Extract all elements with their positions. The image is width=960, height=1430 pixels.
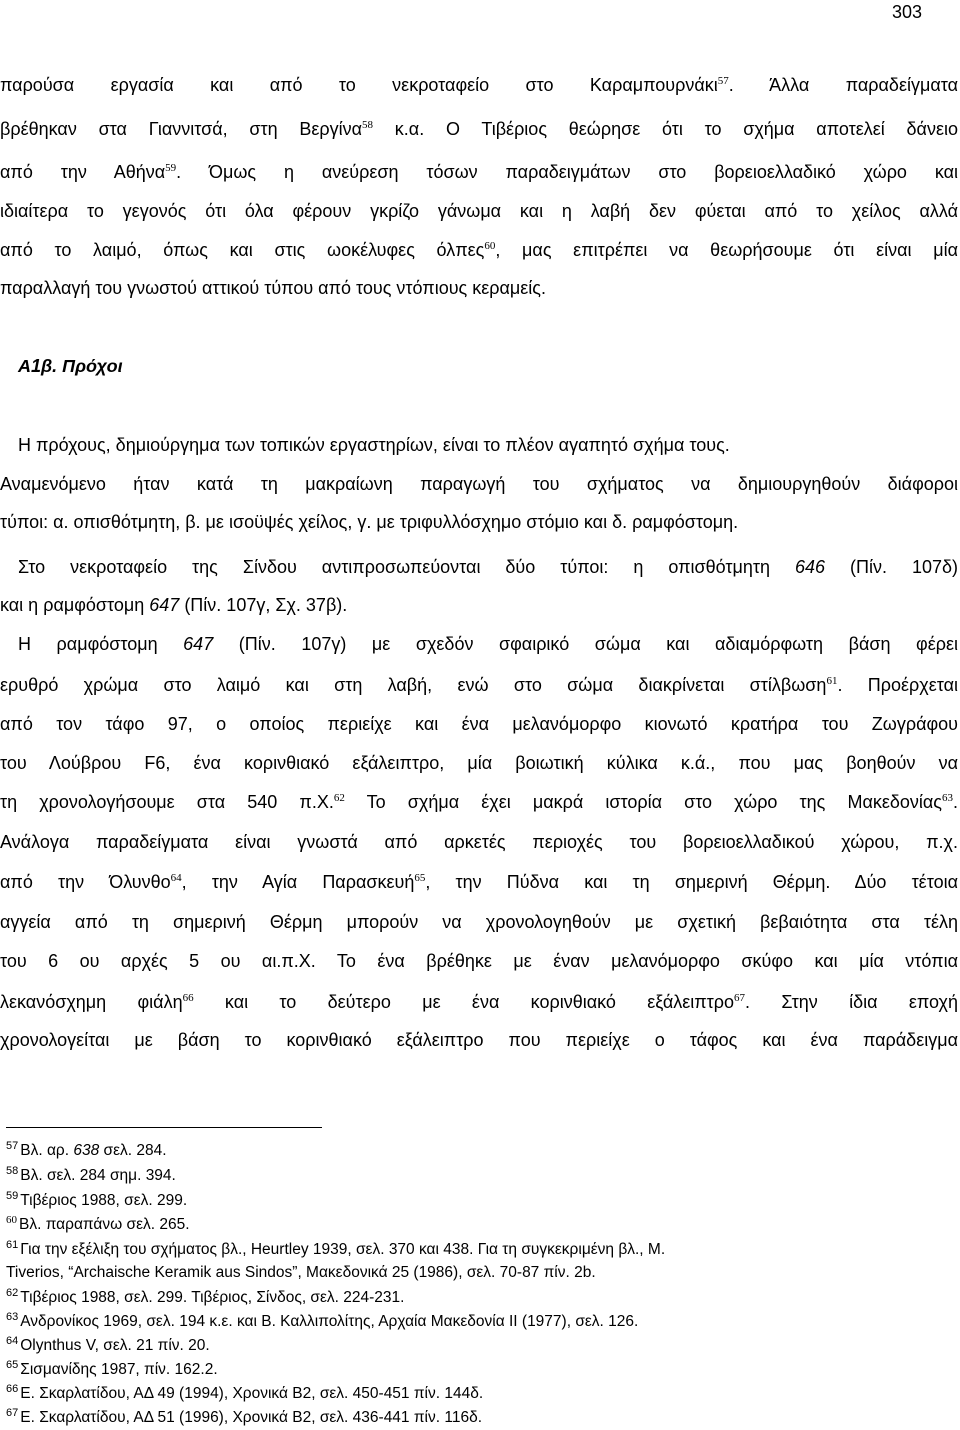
body-line: Η πρόχους, δημιούργημα των τοπικών εργαστηρίων, είναι το πλέον αγαπητό σχήμα τους. xyxy=(18,435,730,455)
body-line: Αναμενόμενο ήταν κατά τη μακραίωνη παραγωγή του σχήματος να δημιουργηθούν διάφοροι xyxy=(0,474,958,494)
footnote-number: 57 xyxy=(6,1139,19,1152)
body-line: από τον τάφο 97, ο οποίος περιείχε και ένα μελανόμορφο κιονωτό κρατήρα του Ζωγράφου xyxy=(0,714,958,734)
body-line: από την Όλυνθο$^{64}$, την Αγία Παρασκευή$^{65}$, την Πύδνα και τη σημερινή Θέρμη. Δύο τέτοια xyxy=(0,872,958,892)
footnote: $^{67}$ Ε. Σκαρλατίδου, ΑΔ 51 (1996), Χρονικά Β2, σελ. 436-441 πίν. 116δ. xyxy=(6,1406,483,1426)
footnote-ref[interactable]: 64 xyxy=(170,872,182,884)
footnote-number: 65 xyxy=(6,1358,19,1371)
body-line: παραλλαγή του γνωστού αττικού τύπου από τους ντόπιους κεραμείς. xyxy=(0,278,546,298)
body-line: χρονολογείται με βάση το κορινθιακό εξάλειπτρο που περιείχε ο τάφος και ένα παράδειγμα xyxy=(0,1030,958,1050)
body-line: παρούσα εργασία και από το νεκροταφείο στο Καραμπουρνάκι$^{57}$. Άλλα παραδείγματα xyxy=(0,75,959,95)
footnote: $^{63}$ Ανδρονίκος 1969, σελ. 194 κ.ε. και Β. Καλλιπολίτης, Αρχαία Μακεδονία ΙΙ (1977), σελ. 126. xyxy=(6,1310,639,1330)
footnote-ref[interactable]: 60 xyxy=(484,240,496,252)
footnote-number: 60 xyxy=(6,1213,17,1226)
body-line: του 6 ου αρχές 5 ου αι.π.Χ. Το ένα βρέθηκε με έναν μελανόμορφο σκύφο και μία ντόπια xyxy=(0,951,958,971)
body-line: από την Αθήνα$^{59}$. Όμως η ανεύρεση τόσων παραδειγμάτων στο βορειοελλαδικό χώρο και xyxy=(0,162,959,182)
footnote: $^{58}$ Βλ. σελ. 284 σημ. 394. xyxy=(6,1164,176,1184)
footnote: $^{57}$ Βλ. αρ. 638 σελ. 284. xyxy=(6,1139,167,1159)
footnote-number: 62 xyxy=(6,1286,19,1299)
footnote-separator xyxy=(6,1127,322,1128)
footnote: $^{66}$ Ε. Σκαρλατίδου, ΑΔ 49 (1994), Χρονικά Β2, σελ. 450-451 πίν. 144δ. xyxy=(6,1382,484,1402)
body-line: αγγεία από τη σημερινή Θέρμη μπορούν να χρονολογηθούν με σχετική βεβαιότητα στα τέλη xyxy=(0,912,958,932)
footnote-ref[interactable]: 58 xyxy=(362,119,374,131)
footnote-ref[interactable]: 57 xyxy=(717,75,729,87)
body-line: λεκανόσχημη φιάλη$^{66}$ και το δεύτερο με ένα κορινθιακό εξάλειπτρο$^{67}$. Στην ίδια εποχή xyxy=(0,992,958,1012)
footnote-number: 64 xyxy=(6,1334,19,1347)
body-line: και η ραμφόστομη 647 (Πίν. 107γ, Σχ. 37β). xyxy=(0,595,348,615)
footnote-continuation: Tiverios, “Archaische Keramik aus Sindos”, Μακεδονικά 25 (1986), σελ. 70-87 πίν. 2b. xyxy=(6,1264,596,1281)
body-line: του Λούβρου F6, ένα κορινθιακό εξάλειπτρο, μία βοιωτική κύλικα κ.ά., που μας βοηθούν να xyxy=(0,753,958,773)
footnote-number: 67 xyxy=(6,1406,19,1419)
footnote-number: 66 xyxy=(6,1382,19,1395)
footnote-ref[interactable]: 62 xyxy=(333,792,345,804)
footnote-number: 59 xyxy=(6,1189,19,1202)
body-line: ιδιαίτερα το γεγονός ότι όλα φέρουν γκρίζο γάνωμα και η λαβή δεν φύεται από το χείλος αλλά xyxy=(0,201,958,221)
body-line: τύποι: α. οπισθότμητη, β. με ισοϋψές χείλος, γ. με τριφυλλόσχημο στόμιο και δ. ραμφόστομη. xyxy=(0,512,739,532)
body-line: από το λαιμό, όπως και στις ωοκέλυφες όλπες$^{60}$, μας επιτρέπει να θεωρήσουμε ότι είναι μία xyxy=(0,240,958,260)
body-line: Στο νεκροταφείο της Σίνδου αντιπροσωπεύονται δύο τύποι: η οπισθότμητη 646 (Πίν. 107δ) xyxy=(18,557,958,577)
footnote-number: 63 xyxy=(6,1310,19,1323)
body-line: τη χρονολογήσουμε στα 540 π.Χ.$^{62}$ Το σχήμα έχει μακρά ιστορία στο χώρο της Μακεδονίας$^{63}$. xyxy=(0,792,958,812)
footnote: $^{65}$ Σισμανίδης 1987, πίν. 162.2. xyxy=(6,1358,218,1378)
footnote: $^{61}$ Για την εξέλιξη του σχήματος βλ., Heurtley 1939, σελ. 370 και 438. Για τη συγκεκριμένη βλ., M. xyxy=(6,1238,666,1258)
footnote: $^{59}$ Τιβέριος 1988, σελ. 299. xyxy=(6,1189,188,1209)
footnote-ref[interactable]: 59 xyxy=(165,162,177,174)
body-line: ερυθρό χρώμα στο λαιμό και στη λαβή, ενώ στο σώμα διακρίνεται στίλβωση$^{61}$. Προέρχεται xyxy=(0,675,958,695)
body-line: βρέθηκαν στα Γιαννιτσά, στη Βεργίνα$^{58}$ κ.α. Ο Τιβέριος θεώρησε ότι το σχήμα αποτελεί δάνειο xyxy=(0,119,958,139)
footnote-number: 61 xyxy=(6,1238,19,1251)
footnote: $^{64}$ Olynthus V, σελ. 21 πίν. 20. xyxy=(6,1334,210,1354)
footnote-ref[interactable]: 65 xyxy=(414,872,426,884)
footnote-ref[interactable]: 61 xyxy=(826,675,838,687)
footnote: $^{62}$ Τιβέριος 1988, σελ. 299. Τιβέριος, Σίνδος, σελ. 224-231. xyxy=(6,1286,405,1306)
body-line: Ανάλογα παραδείγματα είναι γνωστά από αρκετές περιοχές του βορειοελλαδικού χώρου, π.χ. xyxy=(0,832,958,852)
page-number: 303 xyxy=(891,2,922,22)
footnote-ref[interactable]: 67 xyxy=(734,992,746,1004)
footnote-ref[interactable]: 66 xyxy=(182,992,194,1004)
footnote: $^{60}$ Βλ. παραπάνω σελ. 265. xyxy=(6,1213,190,1233)
body-line: Η ραμφόστομη 647 (Πίν. 107γ) με σχεδόν σφαιρικό σώμα και αδιαμόρφωτη βάση φέρει xyxy=(18,634,959,654)
footnote-number: 58 xyxy=(6,1164,19,1177)
footnote-ref[interactable]: 63 xyxy=(941,792,953,804)
section-heading: Α1β. Πρόχοι xyxy=(18,356,123,376)
